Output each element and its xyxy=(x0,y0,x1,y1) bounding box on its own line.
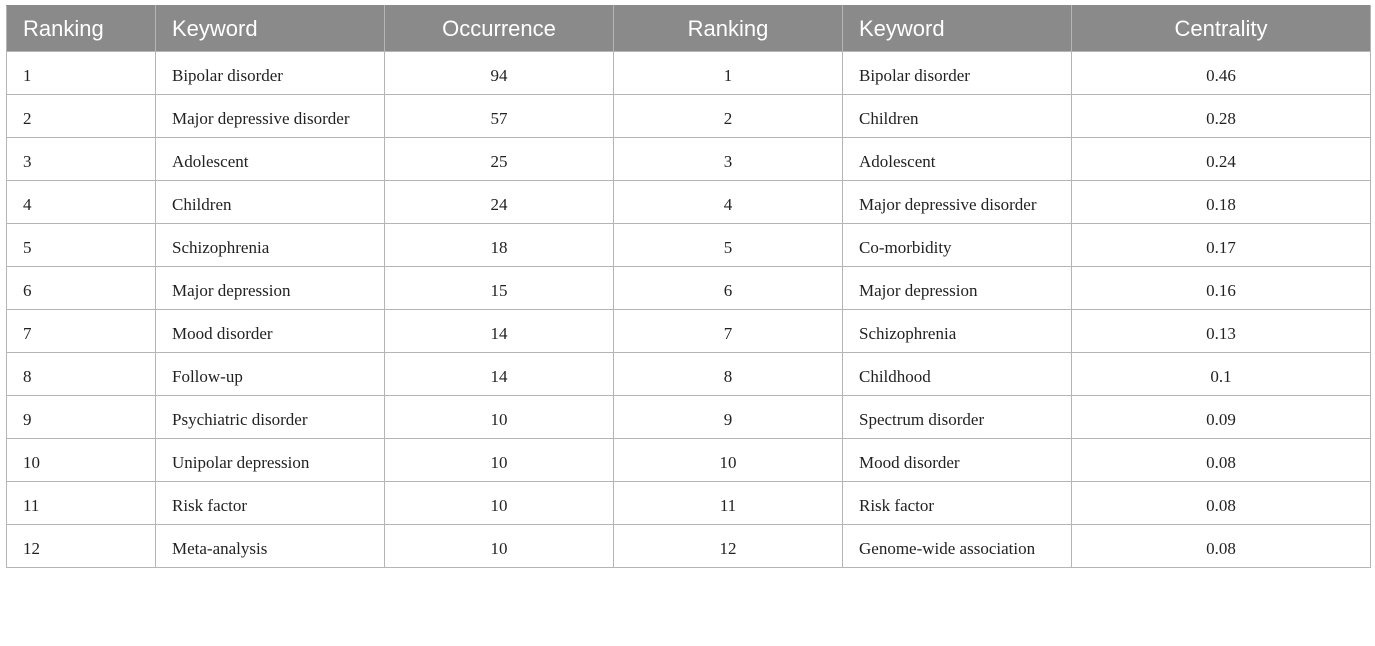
cell-occurrence: 14 xyxy=(385,353,614,396)
cell-occurrence: 94 xyxy=(385,52,614,95)
cell-ranking: 11 xyxy=(7,482,156,525)
cell-ranking: 10 xyxy=(7,439,156,482)
cell-keyword: Mood disorder xyxy=(156,310,385,353)
cell-centrality: 0.28 xyxy=(1072,95,1371,138)
cell-occurrence: 18 xyxy=(385,224,614,267)
keyword-table xyxy=(6,5,1371,568)
header-ranking-2: Ranking xyxy=(614,6,843,52)
cell-keyword: Children xyxy=(156,181,385,224)
cell-centrality: 0.13 xyxy=(1072,310,1371,353)
table-row xyxy=(7,138,1371,181)
cell-keyword-2: Schizophrenia xyxy=(843,310,1072,353)
cell-ranking-2: 3 xyxy=(614,138,843,181)
cell-ranking-2: 12 xyxy=(614,525,843,568)
cell-occurrence: 10 xyxy=(385,439,614,482)
cell-occurrence: 14 xyxy=(385,310,614,353)
header-occurrence: Occurrence xyxy=(385,6,614,52)
table-row xyxy=(7,224,1371,267)
cell-occurrence: 10 xyxy=(385,396,614,439)
cell-keyword: Major depression xyxy=(156,267,385,310)
cell-occurrence: 57 xyxy=(385,95,614,138)
cell-keyword-2: Spectrum disorder xyxy=(843,396,1072,439)
cell-centrality: 0.08 xyxy=(1072,439,1371,482)
table-row xyxy=(7,525,1371,568)
cell-keyword: Unipolar depression xyxy=(156,439,385,482)
cell-ranking: 4 xyxy=(7,181,156,224)
cell-keyword: Meta-analysis xyxy=(156,525,385,568)
cell-occurrence: 10 xyxy=(385,482,614,525)
cell-centrality: 0.08 xyxy=(1072,525,1371,568)
cell-centrality: 0.18 xyxy=(1072,181,1371,224)
table-header xyxy=(7,6,1371,52)
cell-keyword: Schizophrenia xyxy=(156,224,385,267)
cell-centrality: 0.17 xyxy=(1072,224,1371,267)
table-row xyxy=(7,52,1371,95)
cell-keyword-2: Major depressive disorder xyxy=(843,181,1072,224)
cell-ranking-2: 9 xyxy=(614,396,843,439)
cell-occurrence: 15 xyxy=(385,267,614,310)
cell-keyword-2: Co-morbidity xyxy=(843,224,1072,267)
cell-keyword: Major depressive disorder xyxy=(156,95,385,138)
cell-centrality: 0.46 xyxy=(1072,52,1371,95)
table-row xyxy=(7,181,1371,224)
cell-ranking: 1 xyxy=(7,52,156,95)
table-row xyxy=(7,267,1371,310)
cell-occurrence: 24 xyxy=(385,181,614,224)
cell-ranking: 9 xyxy=(7,396,156,439)
table-body xyxy=(7,52,1371,568)
cell-keyword: Risk factor xyxy=(156,482,385,525)
header-row xyxy=(7,6,1371,52)
cell-keyword: Adolescent xyxy=(156,138,385,181)
cell-keyword: Follow-up xyxy=(156,353,385,396)
cell-ranking-2: 4 xyxy=(614,181,843,224)
cell-ranking: 3 xyxy=(7,138,156,181)
cell-occurrence: 25 xyxy=(385,138,614,181)
cell-centrality: 0.16 xyxy=(1072,267,1371,310)
table-row xyxy=(7,482,1371,525)
cell-keyword: Bipolar disorder xyxy=(156,52,385,95)
cell-keyword-2: Children xyxy=(843,95,1072,138)
cell-ranking: 8 xyxy=(7,353,156,396)
cell-ranking: 7 xyxy=(7,310,156,353)
cell-centrality: 0.09 xyxy=(1072,396,1371,439)
cell-ranking: 12 xyxy=(7,525,156,568)
cell-ranking-2: 1 xyxy=(614,52,843,95)
cell-ranking-2: 10 xyxy=(614,439,843,482)
cell-keyword-2: Risk factor xyxy=(843,482,1072,525)
header-keyword-2: Keyword xyxy=(843,6,1072,52)
cell-occurrence: 10 xyxy=(385,525,614,568)
table-row xyxy=(7,310,1371,353)
table-row xyxy=(7,396,1371,439)
header-centrality: Centrality xyxy=(1072,6,1371,52)
cell-ranking-2: 6 xyxy=(614,267,843,310)
cell-ranking-2: 7 xyxy=(614,310,843,353)
cell-centrality: 0.1 xyxy=(1072,353,1371,396)
cell-ranking-2: 11 xyxy=(614,482,843,525)
cell-ranking-2: 2 xyxy=(614,95,843,138)
cell-keyword-2: Genome-wide association xyxy=(843,525,1072,568)
cell-centrality: 0.24 xyxy=(1072,138,1371,181)
cell-keyword-2: Major depression xyxy=(843,267,1072,310)
table-row xyxy=(7,439,1371,482)
cell-keyword-2: Bipolar disorder xyxy=(843,52,1072,95)
cell-centrality: 0.08 xyxy=(1072,482,1371,525)
cell-keyword-2: Childhood xyxy=(843,353,1072,396)
header-keyword: Keyword xyxy=(156,6,385,52)
cell-ranking-2: 5 xyxy=(614,224,843,267)
cell-keyword: Psychiatric disorder xyxy=(156,396,385,439)
table-row xyxy=(7,353,1371,396)
cell-keyword-2: Adolescent xyxy=(843,138,1072,181)
cell-keyword-2: Mood disorder xyxy=(843,439,1072,482)
cell-ranking: 2 xyxy=(7,95,156,138)
cell-ranking-2: 8 xyxy=(614,353,843,396)
header-ranking: Ranking xyxy=(7,6,156,52)
cell-ranking: 6 xyxy=(7,267,156,310)
table-row xyxy=(7,95,1371,138)
cell-ranking: 5 xyxy=(7,224,156,267)
